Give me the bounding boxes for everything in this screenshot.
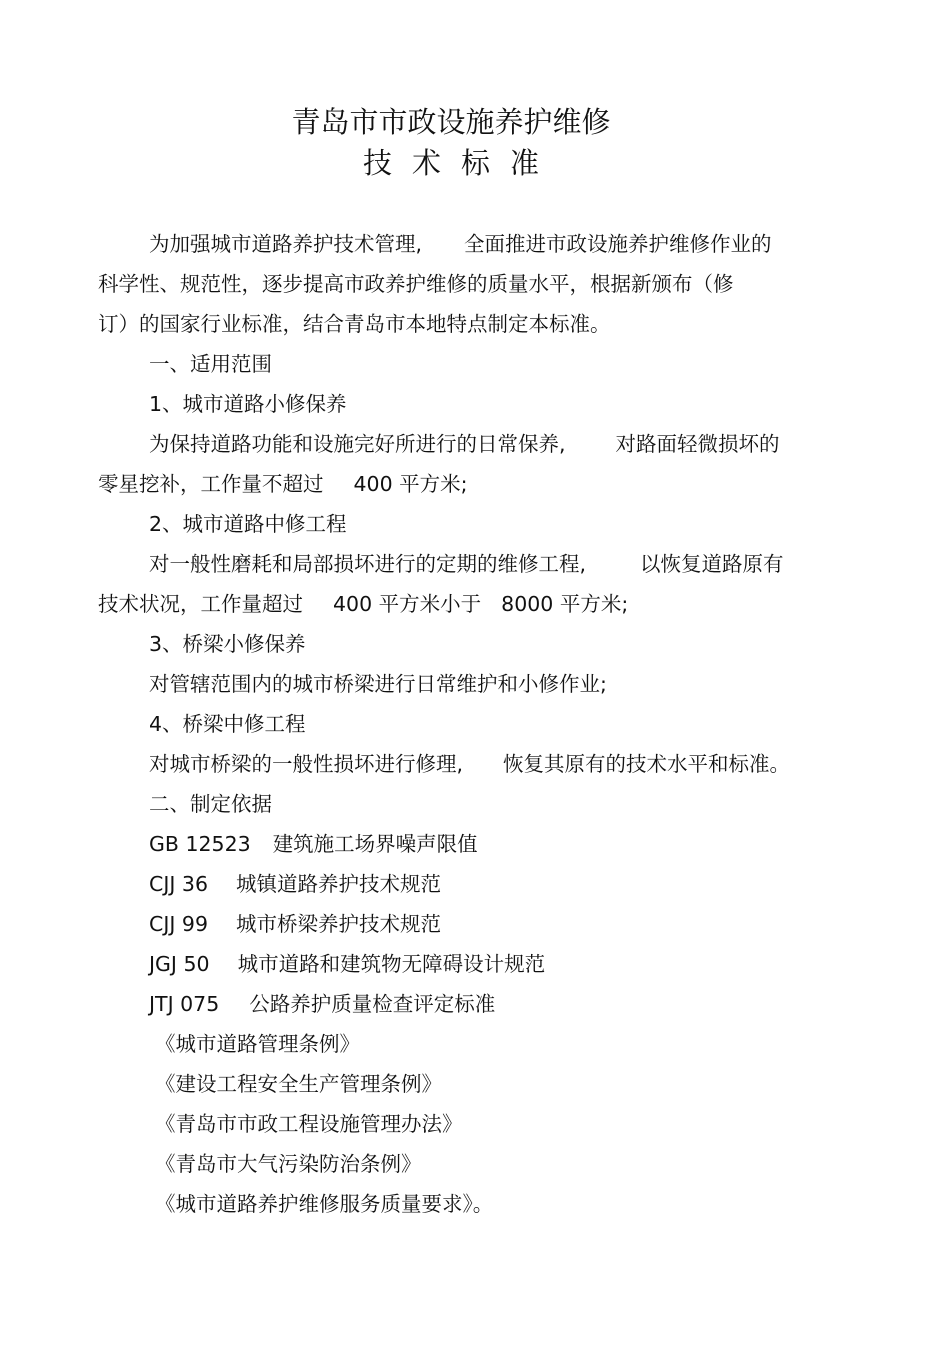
paragraph-text: 为保持道路功能和设施完好所进行的日常保养,: [149, 432, 566, 456]
intro-text: 全面推进市政设施养护维修作业的: [464, 232, 772, 256]
item-heading: 3、桥梁小修保养: [149, 632, 306, 656]
standard-code: GB 12523: [149, 832, 251, 856]
standard-code: CJJ 99: [149, 912, 209, 936]
standard-item: [149, 910, 441, 938]
paragraph-text: 对路面轻微损坏的: [615, 432, 780, 456]
regulation-item: 《城市道路管理条例》: [155, 1032, 360, 1056]
regulation-item: 《青岛市市政工程设施管理办法》: [155, 1112, 463, 1136]
item-heading: 2、城市道路中修工程: [149, 512, 347, 536]
paragraph-text: 400 平方米小于: [333, 592, 482, 616]
standard-code: JGJ 50: [149, 952, 210, 976]
paragraph-text: 恢复其原有的技术水平和标准。: [503, 752, 791, 776]
document-subtitle: 技术标准: [362, 146, 559, 180]
document-title: 青岛市市政设施养护维修: [291, 105, 611, 139]
item-heading: 1、城市道路小修保养: [149, 392, 347, 416]
standard-item: [149, 830, 478, 858]
paragraph-line: [149, 750, 790, 778]
paragraph-text: 对一般性磨耗和局部损坏进行的定期的维修工程,: [149, 552, 587, 576]
item-heading: 4、桥梁中修工程: [149, 712, 306, 736]
standard-name: 建筑施工场界噪声限值: [272, 832, 478, 856]
paragraph-line: [149, 430, 780, 458]
paragraph-line: [98, 470, 468, 498]
paragraph-text: 以恢复道路原有: [640, 552, 784, 576]
standard-item: [149, 950, 545, 978]
standard-name: 城镇道路养护技术规范: [236, 872, 442, 896]
standard-code: JTJ 075: [149, 992, 220, 1016]
standard-name: 城市桥梁养护技术规范: [236, 912, 442, 936]
intro-line-1: [149, 230, 772, 258]
standard-code: CJJ 36: [149, 872, 209, 896]
regulation-item: 《青岛市大气污染防治条例》: [155, 1152, 422, 1176]
paragraph-line: [98, 590, 628, 618]
standard-name: 公路养护质量检查评定标准: [249, 992, 496, 1016]
standard-item: [149, 870, 441, 898]
paragraph-text: 对城市桥梁的一般性损坏进行修理,: [149, 752, 464, 776]
paragraph-line: 对管辖范围内的城市桥梁进行日常维护和小修作业;: [149, 672, 607, 696]
section-heading: 一、适用范围: [149, 352, 272, 376]
regulation-item: 《建设工程安全生产管理条例》: [155, 1072, 442, 1096]
intro-line-2: 科学性、规范性，逐步提高市政养护维修的质量水平，根据新颁布（修: [98, 272, 734, 296]
paragraph-text: 零星挖补，工作量不超过: [98, 472, 324, 496]
section-heading: 二、制定依据: [149, 792, 272, 816]
intro-text: 为加强城市道路养护技术管理,: [149, 232, 423, 256]
regulation-item: 《城市道路养护维修服务质量要求》。: [155, 1192, 494, 1216]
paragraph-text: 技术状况，工作量超过: [98, 592, 303, 616]
paragraph-text: 8000 平方米;: [501, 592, 629, 616]
paragraph-line: [149, 550, 784, 578]
standard-name: 城市道路和建筑物无障碍设计规范: [237, 952, 546, 976]
intro-line-3: 订）的国家行业标准，结合青岛市本地特点制定本标准。: [98, 312, 611, 336]
paragraph-text: 400 平方米;: [353, 472, 468, 496]
standard-item: [149, 990, 495, 1018]
